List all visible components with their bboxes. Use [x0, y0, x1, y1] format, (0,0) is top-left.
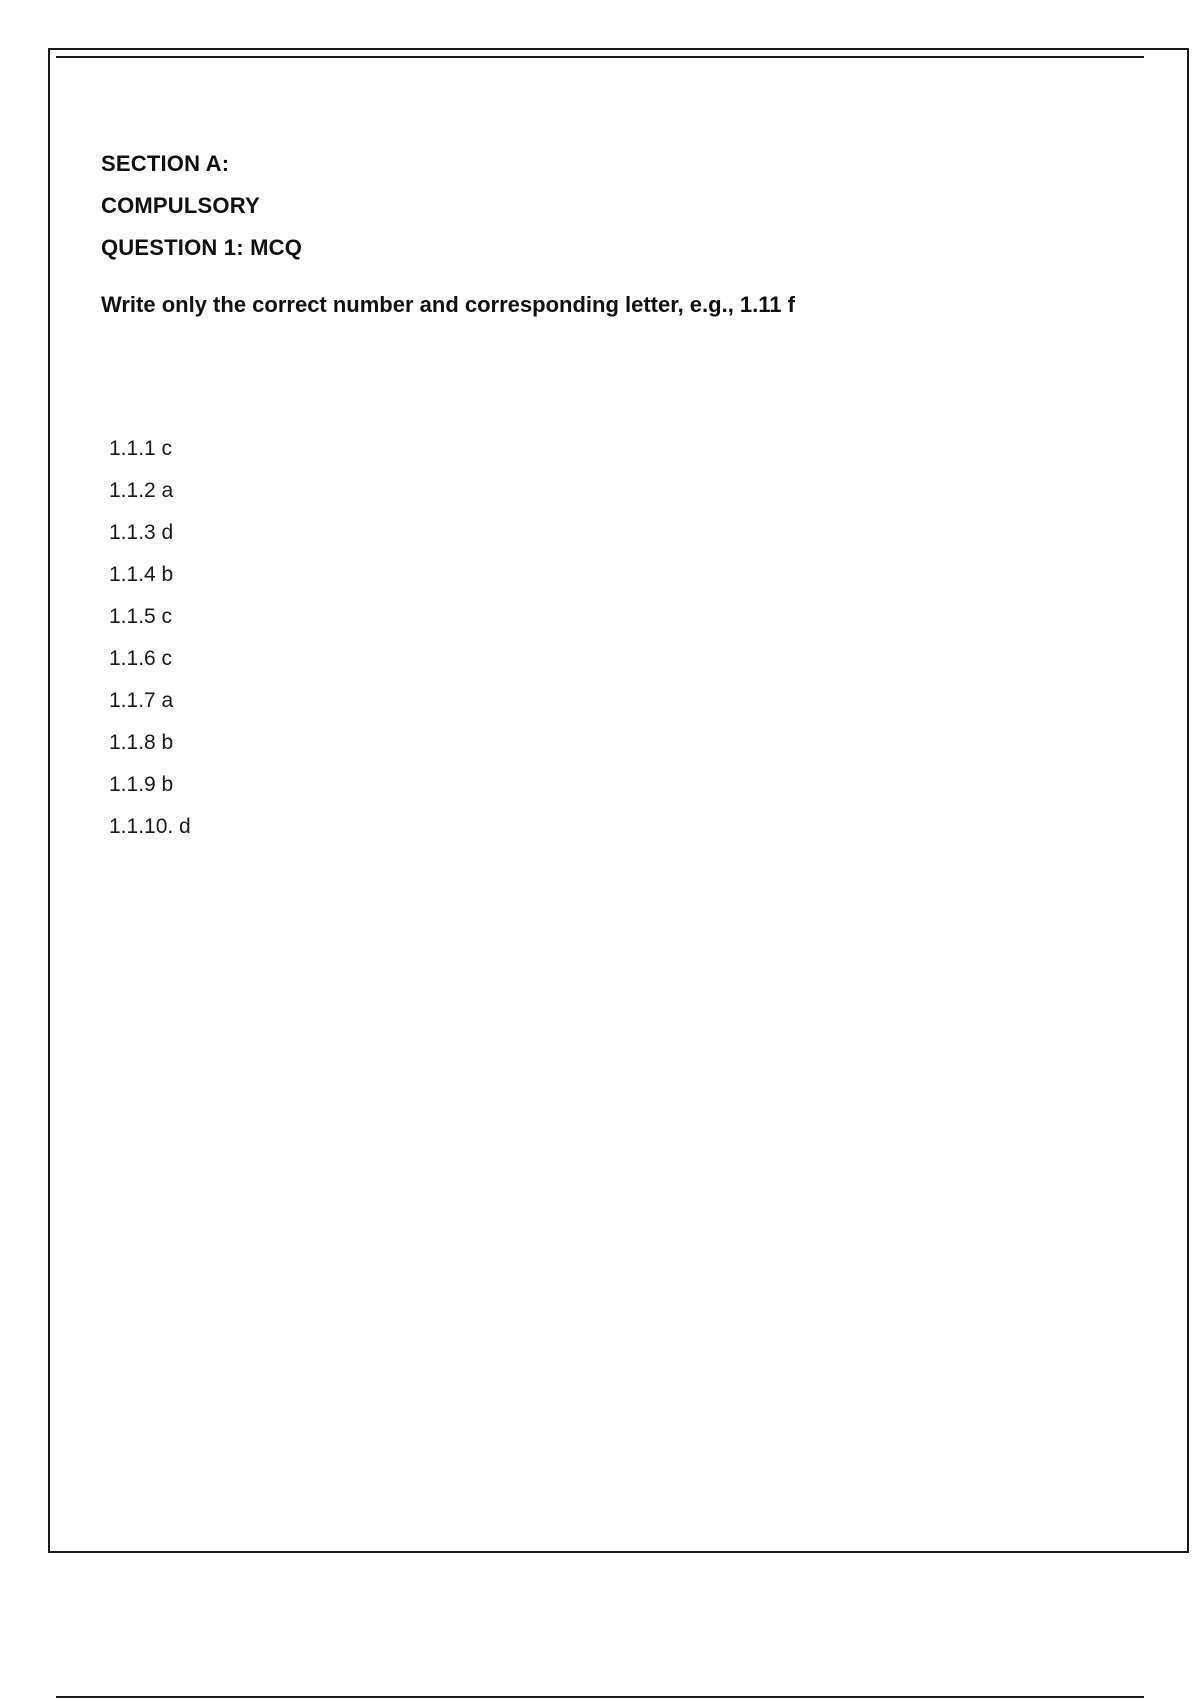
section-title: SECTION A:: [101, 151, 230, 176]
answer-item: 1.1.7 a: [109, 689, 174, 712]
section-heading: [101, 143, 302, 269]
answer-item: 1.1.10. d: [109, 815, 191, 838]
top-rule: [56, 56, 1144, 58]
question-title: QUESTION 1: MCQ: [101, 235, 303, 260]
answer-item: 1.1.5 c: [109, 605, 173, 628]
answer-item: 1.1.3 d: [109, 521, 174, 544]
page-border: [48, 48, 1189, 1553]
answer-item: 1.1.1 c: [109, 437, 173, 460]
answer-list: [109, 428, 191, 848]
compulsory-label: COMPULSORY: [101, 193, 260, 218]
bottom-rule: [56, 1696, 1144, 1698]
answer-item: 1.1.4 b: [109, 563, 174, 586]
answer-item: 1.1.9 b: [109, 773, 174, 796]
answer-item: 1.1.6 c: [109, 647, 173, 670]
answer-item: 1.1.2 a: [109, 479, 174, 502]
instruction-text: Write only the correct number and corresponding letter, e.g., 1.11 f: [101, 292, 795, 317]
answer-item: 1.1.8 b: [109, 731, 174, 754]
